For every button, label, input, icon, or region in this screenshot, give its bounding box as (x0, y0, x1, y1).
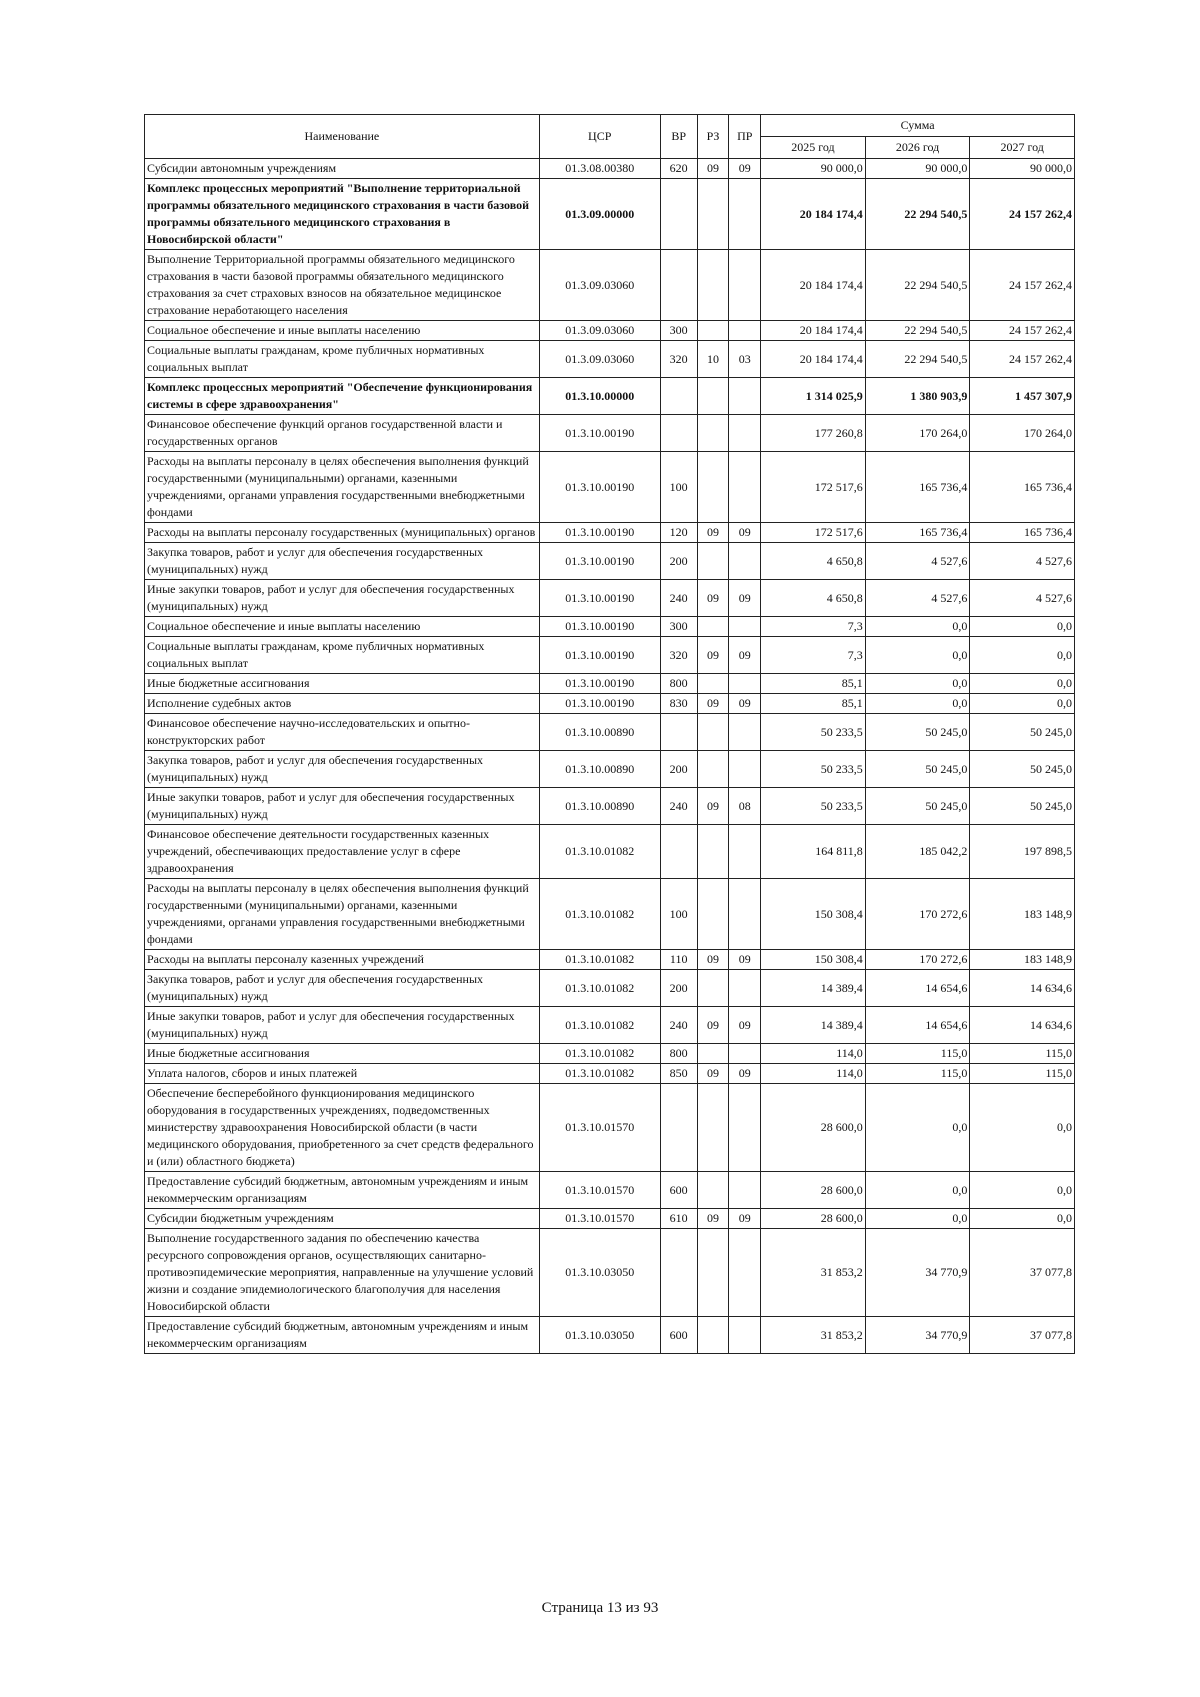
row-2027-cell: 37 077,8 (970, 1317, 1075, 1354)
row-pr-cell (729, 1229, 761, 1317)
row-rz-cell: 09 (697, 637, 729, 674)
row-2027-cell: 4 527,6 (970, 580, 1075, 617)
row-2026-cell: 14 654,6 (865, 1007, 970, 1044)
row-csr-cell: 01.3.10.01570 (539, 1084, 660, 1172)
table-row (145, 159, 1075, 179)
row-rz-cell (697, 1229, 729, 1317)
row-2026-cell: 22 294 540,5 (865, 179, 970, 250)
row-rz-cell (697, 415, 729, 452)
row-pr-cell (729, 543, 761, 580)
row-2027-cell: 165 736,4 (970, 452, 1075, 523)
row-rz-cell (697, 879, 729, 950)
col-header-rz: РЗ (697, 115, 729, 159)
row-name-cell: Социальные выплаты гражданам, кроме публичных нормативных социальных выплат (145, 637, 540, 674)
row-2026-cell: 0,0 (865, 617, 970, 637)
row-rz-cell (697, 1084, 729, 1172)
table-row (145, 580, 1075, 617)
row-name-cell: Расходы на выплаты персоналу казенных учреждений (145, 950, 540, 970)
row-vr-cell (660, 179, 697, 250)
row-pr-cell (729, 1317, 761, 1354)
row-rz-cell: 09 (697, 1064, 729, 1084)
table-row (145, 523, 1075, 543)
row-vr-cell: 200 (660, 970, 697, 1007)
row-vr-cell (660, 378, 697, 415)
budget-table (144, 114, 1075, 1354)
table-row (145, 179, 1075, 250)
col-header-2025: 2025 год (761, 137, 866, 159)
row-name-cell: Социальные выплаты гражданам, кроме публичных нормативных социальных выплат (145, 341, 540, 378)
row-name-cell: Комплекс процессных мероприятий "Обеспечение функционирования системы в сфере здравоохранения" (145, 378, 540, 415)
row-csr-cell: 01.3.10.01570 (539, 1209, 660, 1229)
row-name-cell: Субсидии бюджетным учреждениям (145, 1209, 540, 1229)
row-2027-cell: 115,0 (970, 1044, 1075, 1064)
row-2027-cell: 0,0 (970, 1172, 1075, 1209)
row-csr-cell: 01.3.10.00190 (539, 523, 660, 543)
table-row (145, 637, 1075, 674)
row-2026-cell: 4 527,6 (865, 543, 970, 580)
row-2025-cell: 177 260,8 (761, 415, 866, 452)
row-name-cell: Уплата налогов, сборов и иных платежей (145, 1064, 540, 1084)
row-pr-cell (729, 378, 761, 415)
row-csr-cell: 01.3.10.00190 (539, 694, 660, 714)
row-2026-cell: 0,0 (865, 1084, 970, 1172)
row-pr-cell: 09 (729, 580, 761, 617)
row-pr-cell: 09 (729, 1209, 761, 1229)
row-pr-cell: 09 (729, 1007, 761, 1044)
row-pr-cell: 09 (729, 694, 761, 714)
row-name-cell: Финансовое обеспечение деятельности государственных казенных учреждений, обеспечивающих предоставление услуг в сфере здравоохранения (145, 825, 540, 879)
row-2025-cell: 4 650,8 (761, 543, 866, 580)
row-vr-cell: 800 (660, 674, 697, 694)
row-2025-cell: 28 600,0 (761, 1172, 866, 1209)
row-rz-cell: 09 (697, 523, 729, 543)
row-2026-cell: 170 264,0 (865, 415, 970, 452)
row-rz-cell (697, 714, 729, 751)
row-pr-cell (729, 825, 761, 879)
row-rz-cell (697, 674, 729, 694)
col-header-name: Наименование (145, 115, 540, 159)
row-vr-cell (660, 714, 697, 751)
row-2026-cell: 165 736,4 (865, 523, 970, 543)
row-pr-cell (729, 751, 761, 788)
row-pr-cell (729, 617, 761, 637)
row-2027-cell: 14 634,6 (970, 970, 1075, 1007)
row-2027-cell: 0,0 (970, 637, 1075, 674)
row-pr-cell (729, 714, 761, 751)
row-2026-cell: 50 245,0 (865, 714, 970, 751)
row-2026-cell: 50 245,0 (865, 788, 970, 825)
row-rz-cell (697, 617, 729, 637)
row-csr-cell: 01.3.10.00190 (539, 543, 660, 580)
row-csr-cell: 01.3.10.00890 (539, 714, 660, 751)
row-csr-cell: 01.3.10.00000 (539, 378, 660, 415)
row-2027-cell: 183 148,9 (970, 950, 1075, 970)
row-rz-cell: 09 (697, 950, 729, 970)
row-2026-cell: 14 654,6 (865, 970, 970, 1007)
row-rz-cell (697, 179, 729, 250)
row-2027-cell: 90 000,0 (970, 159, 1075, 179)
row-name-cell: Иные закупки товаров, работ и услуг для обеспечения государственных (муниципальных) нужд (145, 1007, 540, 1044)
row-csr-cell: 01.3.09.03060 (539, 250, 660, 321)
row-2025-cell: 7,3 (761, 637, 866, 674)
row-pr-cell (729, 970, 761, 1007)
row-pr-cell: 09 (729, 159, 761, 179)
table-row (145, 788, 1075, 825)
row-name-cell: Иные бюджетные ассигнования (145, 1044, 540, 1064)
row-pr-cell (729, 674, 761, 694)
row-vr-cell: 120 (660, 523, 697, 543)
row-csr-cell: 01.3.10.00190 (539, 580, 660, 617)
row-rz-cell (697, 321, 729, 341)
row-rz-cell (697, 250, 729, 321)
table-row (145, 321, 1075, 341)
row-2027-cell: 0,0 (970, 1084, 1075, 1172)
table-row (145, 1172, 1075, 1209)
row-2026-cell: 22 294 540,5 (865, 321, 970, 341)
row-csr-cell: 01.3.10.01082 (539, 1044, 660, 1064)
row-rz-cell: 10 (697, 341, 729, 378)
row-name-cell: Социальное обеспечение и иные выплаты населению (145, 617, 540, 637)
row-rz-cell (697, 751, 729, 788)
row-2025-cell: 14 389,4 (761, 970, 866, 1007)
row-pr-cell (729, 1172, 761, 1209)
row-name-cell: Иные бюджетные ассигнования (145, 674, 540, 694)
row-rz-cell: 09 (697, 694, 729, 714)
row-2026-cell: 165 736,4 (865, 452, 970, 523)
row-2027-cell: 0,0 (970, 1209, 1075, 1229)
row-2026-cell: 34 770,9 (865, 1317, 970, 1354)
row-rz-cell (697, 1044, 729, 1064)
table-row (145, 751, 1075, 788)
row-csr-cell: 01.3.10.00190 (539, 617, 660, 637)
row-pr-cell (729, 250, 761, 321)
row-2025-cell: 50 233,5 (761, 714, 866, 751)
row-pr-cell (729, 1044, 761, 1064)
row-vr-cell: 320 (660, 637, 697, 674)
row-2026-cell: 50 245,0 (865, 751, 970, 788)
row-name-cell: Расходы на выплаты персоналу государственных (муниципальных) органов (145, 523, 540, 543)
row-2026-cell: 115,0 (865, 1064, 970, 1084)
row-rz-cell: 09 (697, 580, 729, 617)
row-csr-cell: 01.3.10.03050 (539, 1317, 660, 1354)
table-row (145, 1229, 1075, 1317)
page-number: Страница 13 из 93 (541, 1600, 659, 1616)
row-csr-cell: 01.3.10.00190 (539, 637, 660, 674)
row-vr-cell: 600 (660, 1172, 697, 1209)
table-row (145, 714, 1075, 751)
row-2026-cell: 0,0 (865, 694, 970, 714)
row-2026-cell: 115,0 (865, 1044, 970, 1064)
row-name-cell: Субсидии автономным учреждениям (145, 159, 540, 179)
row-csr-cell: 01.3.09.03060 (539, 341, 660, 378)
row-name-cell: Финансовое обеспечение функций органов государственной власти и государственных органов (145, 415, 540, 452)
table-row (145, 415, 1075, 452)
row-name-cell: Финансовое обеспечение научно-исследовательских и опытно-конструкторских работ (145, 714, 540, 751)
row-csr-cell: 01.3.10.00190 (539, 674, 660, 694)
row-2026-cell: 0,0 (865, 1209, 970, 1229)
row-rz-cell: 09 (697, 788, 729, 825)
row-2026-cell: 0,0 (865, 674, 970, 694)
row-pr-cell (729, 415, 761, 452)
row-2026-cell: 1 380 903,9 (865, 378, 970, 415)
col-header-pr: ПР (729, 115, 761, 159)
row-vr-cell (660, 1229, 697, 1317)
row-2025-cell: 50 233,5 (761, 751, 866, 788)
row-2027-cell: 4 527,6 (970, 543, 1075, 580)
row-csr-cell: 01.3.10.00190 (539, 415, 660, 452)
row-2025-cell: 20 184 174,4 (761, 321, 866, 341)
row-2025-cell: 114,0 (761, 1044, 866, 1064)
row-rz-cell (697, 1172, 729, 1209)
header-row-top (145, 115, 1075, 137)
row-pr-cell: 09 (729, 637, 761, 674)
table-row (145, 1209, 1075, 1229)
table-row (145, 1064, 1075, 1084)
table-row (145, 674, 1075, 694)
row-rz-cell (697, 543, 729, 580)
row-pr-cell: 03 (729, 341, 761, 378)
row-2025-cell: 4 650,8 (761, 580, 866, 617)
row-2027-cell: 50 245,0 (970, 714, 1075, 751)
row-2026-cell: 90 000,0 (865, 159, 970, 179)
row-vr-cell: 200 (660, 751, 697, 788)
row-pr-cell (729, 879, 761, 950)
row-vr-cell: 240 (660, 788, 697, 825)
row-name-cell: Социальное обеспечение и иные выплаты населению (145, 321, 540, 341)
row-2027-cell: 0,0 (970, 617, 1075, 637)
row-pr-cell (729, 179, 761, 250)
col-header-2027: 2027 год (970, 137, 1075, 159)
row-csr-cell: 01.3.10.01082 (539, 879, 660, 950)
row-name-cell: Выполнение государственного задания по обеспечению качества ресурсного сопровождения органов, осуществляющих санитарно-противоэпидемические мероприятия, направленные на улучшение условий жизни и создание эпидемиологического благополучия для населения Новосибирской области (145, 1229, 540, 1317)
row-vr-cell (660, 1084, 697, 1172)
row-2027-cell: 50 245,0 (970, 751, 1075, 788)
row-2027-cell: 24 157 262,4 (970, 341, 1075, 378)
table-row (145, 250, 1075, 321)
row-csr-cell: 01.3.10.00890 (539, 788, 660, 825)
row-2027-cell: 115,0 (970, 1064, 1075, 1084)
row-2027-cell: 24 157 262,4 (970, 321, 1075, 341)
row-2025-cell: 90 000,0 (761, 159, 866, 179)
row-name-cell: Комплекс процессных мероприятий "Выполнение территориальной программы обязательного медицинского страхования в части базовой программы обязательного медицинского страхования в Новосибирской области" (145, 179, 540, 250)
row-vr-cell: 300 (660, 321, 697, 341)
table-row (145, 543, 1075, 580)
row-rz-cell (697, 970, 729, 1007)
row-2025-cell: 20 184 174,4 (761, 250, 866, 321)
row-vr-cell: 110 (660, 950, 697, 970)
row-name-cell: Иные закупки товаров, работ и услуг для обеспечения государственных (муниципальных) нужд (145, 580, 540, 617)
row-csr-cell: 01.3.10.01570 (539, 1172, 660, 1209)
row-csr-cell: 01.3.10.01082 (539, 970, 660, 1007)
row-csr-cell: 01.3.10.01082 (539, 950, 660, 970)
row-2025-cell: 31 853,2 (761, 1317, 866, 1354)
row-vr-cell: 320 (660, 341, 697, 378)
table-row (145, 950, 1075, 970)
table-body (145, 159, 1075, 1354)
row-2027-cell: 24 157 262,4 (970, 179, 1075, 250)
row-csr-cell: 01.3.10.00890 (539, 751, 660, 788)
row-vr-cell: 620 (660, 159, 697, 179)
row-name-cell: Расходы на выплаты персоналу в целях обеспечения выполнения функций государственными (муниципальными) органами, казенными учреждениями, органами управления государственными внебюджетными фондами (145, 452, 540, 523)
row-rz-cell (697, 452, 729, 523)
row-2025-cell: 85,1 (761, 674, 866, 694)
row-pr-cell: 09 (729, 523, 761, 543)
row-2026-cell: 4 527,6 (865, 580, 970, 617)
row-2027-cell: 0,0 (970, 694, 1075, 714)
row-2025-cell: 164 811,8 (761, 825, 866, 879)
row-vr-cell: 240 (660, 580, 697, 617)
row-2026-cell: 0,0 (865, 1172, 970, 1209)
row-2025-cell: 85,1 (761, 694, 866, 714)
row-2025-cell: 20 184 174,4 (761, 341, 866, 378)
row-2026-cell: 22 294 540,5 (865, 341, 970, 378)
row-2025-cell: 20 184 174,4 (761, 179, 866, 250)
row-2026-cell: 34 770,9 (865, 1229, 970, 1317)
row-vr-cell (660, 825, 697, 879)
budget-table-sheet (144, 114, 1075, 1354)
row-pr-cell (729, 452, 761, 523)
row-pr-cell (729, 1084, 761, 1172)
row-2026-cell: 22 294 540,5 (865, 250, 970, 321)
row-2025-cell: 28 600,0 (761, 1084, 866, 1172)
row-pr-cell: 09 (729, 950, 761, 970)
table-row (145, 1317, 1075, 1354)
row-name-cell: Иные закупки товаров, работ и услуг для обеспечения государственных (муниципальных) нужд (145, 788, 540, 825)
row-2027-cell: 1 457 307,9 (970, 378, 1075, 415)
row-name-cell: Закупка товаров, работ и услуг для обеспечения государственных (муниципальных) нужд (145, 751, 540, 788)
row-csr-cell: 01.3.10.01082 (539, 825, 660, 879)
row-name-cell: Предоставление субсидий бюджетным, автономным учреждениям и иным некоммерческим организациям (145, 1317, 540, 1354)
row-2025-cell: 7,3 (761, 617, 866, 637)
row-vr-cell: 800 (660, 1044, 697, 1064)
row-2027-cell: 165 736,4 (970, 523, 1075, 543)
row-2026-cell: 0,0 (865, 637, 970, 674)
row-rz-cell: 09 (697, 1209, 729, 1229)
row-2025-cell: 28 600,0 (761, 1209, 866, 1229)
row-name-cell: Расходы на выплаты персоналу в целях обеспечения выполнения функций государственными (муниципальными) органами, казенными учреждениями, органами управления государственными внебюджетными фондами (145, 879, 540, 950)
row-2027-cell: 197 898,5 (970, 825, 1075, 879)
row-rz-cell (697, 1317, 729, 1354)
row-2025-cell: 50 233,5 (761, 788, 866, 825)
row-vr-cell: 830 (660, 694, 697, 714)
row-name-cell: Закупка товаров, работ и услуг для обеспечения государственных (муниципальных) нужд (145, 970, 540, 1007)
row-2025-cell: 150 308,4 (761, 950, 866, 970)
row-name-cell: Закупка товаров, работ и услуг для обеспечения государственных (муниципальных) нужд (145, 543, 540, 580)
row-2025-cell: 31 853,2 (761, 1229, 866, 1317)
row-vr-cell: 100 (660, 452, 697, 523)
row-2025-cell: 150 308,4 (761, 879, 866, 950)
row-rz-cell (697, 378, 729, 415)
row-vr-cell: 200 (660, 543, 697, 580)
row-csr-cell: 01.3.08.00380 (539, 159, 660, 179)
table-row (145, 825, 1075, 879)
row-2027-cell: 170 264,0 (970, 415, 1075, 452)
row-rz-cell: 09 (697, 1007, 729, 1044)
table-row (145, 970, 1075, 1007)
row-2026-cell: 170 272,6 (865, 879, 970, 950)
table-row (145, 1044, 1075, 1064)
table-row (145, 452, 1075, 523)
row-2026-cell: 170 272,6 (865, 950, 970, 970)
row-2025-cell: 14 389,4 (761, 1007, 866, 1044)
row-name-cell: Исполнение судебных актов (145, 694, 540, 714)
col-header-csr: ЦСР (539, 115, 660, 159)
row-vr-cell: 240 (660, 1007, 697, 1044)
row-csr-cell: 01.3.10.01082 (539, 1007, 660, 1044)
row-2027-cell: 183 148,9 (970, 879, 1075, 950)
row-rz-cell: 09 (697, 159, 729, 179)
row-csr-cell: 01.3.09.00000 (539, 179, 660, 250)
row-name-cell: Предоставление субсидий бюджетным, автономным учреждениям и иным некоммерческим организациям (145, 1172, 540, 1209)
row-2025-cell: 172 517,6 (761, 523, 866, 543)
table-row (145, 378, 1075, 415)
row-csr-cell: 01.3.09.03060 (539, 321, 660, 341)
row-2025-cell: 114,0 (761, 1064, 866, 1084)
table-row (145, 341, 1075, 378)
row-2026-cell: 185 042,2 (865, 825, 970, 879)
table-row (145, 617, 1075, 637)
row-vr-cell: 600 (660, 1317, 697, 1354)
row-vr-cell (660, 250, 697, 321)
row-vr-cell: 100 (660, 879, 697, 950)
row-pr-cell: 09 (729, 1064, 761, 1084)
row-csr-cell: 01.3.10.03050 (539, 1229, 660, 1317)
table-row (145, 1084, 1075, 1172)
row-vr-cell: 610 (660, 1209, 697, 1229)
row-vr-cell (660, 415, 697, 452)
table-row (145, 694, 1075, 714)
row-pr-cell: 08 (729, 788, 761, 825)
col-header-sum: Сумма (761, 115, 1075, 137)
row-name-cell: Выполнение Территориальной программы обязательного медицинского страхования в части базовой программы обязательного медицинского страхования за счет страховых взносов на обязательное медицинское страхование неработающего населения (145, 250, 540, 321)
row-2027-cell: 24 157 262,4 (970, 250, 1075, 321)
row-pr-cell (729, 321, 761, 341)
row-name-cell: Обеспечение бесперебойного функционирования медицинского оборудования в государственных учреждениях, подведомственных министерству здравоохранения Новосибирской области (в части медицинского оборудования, приобретенного за счет средств федерального и (или) областного бюджета) (145, 1084, 540, 1172)
row-vr-cell: 850 (660, 1064, 697, 1084)
row-2025-cell: 1 314 025,9 (761, 378, 866, 415)
table-row (145, 879, 1075, 950)
table-row (145, 1007, 1075, 1044)
row-2025-cell: 172 517,6 (761, 452, 866, 523)
row-vr-cell: 300 (660, 617, 697, 637)
row-csr-cell: 01.3.10.00190 (539, 452, 660, 523)
row-2027-cell: 37 077,8 (970, 1229, 1075, 1317)
row-2027-cell: 0,0 (970, 674, 1075, 694)
col-header-2026: 2026 год (865, 137, 970, 159)
row-2027-cell: 14 634,6 (970, 1007, 1075, 1044)
row-2027-cell: 50 245,0 (970, 788, 1075, 825)
row-csr-cell: 01.3.10.01082 (539, 1064, 660, 1084)
col-header-vr: ВР (660, 115, 697, 159)
row-rz-cell (697, 825, 729, 879)
